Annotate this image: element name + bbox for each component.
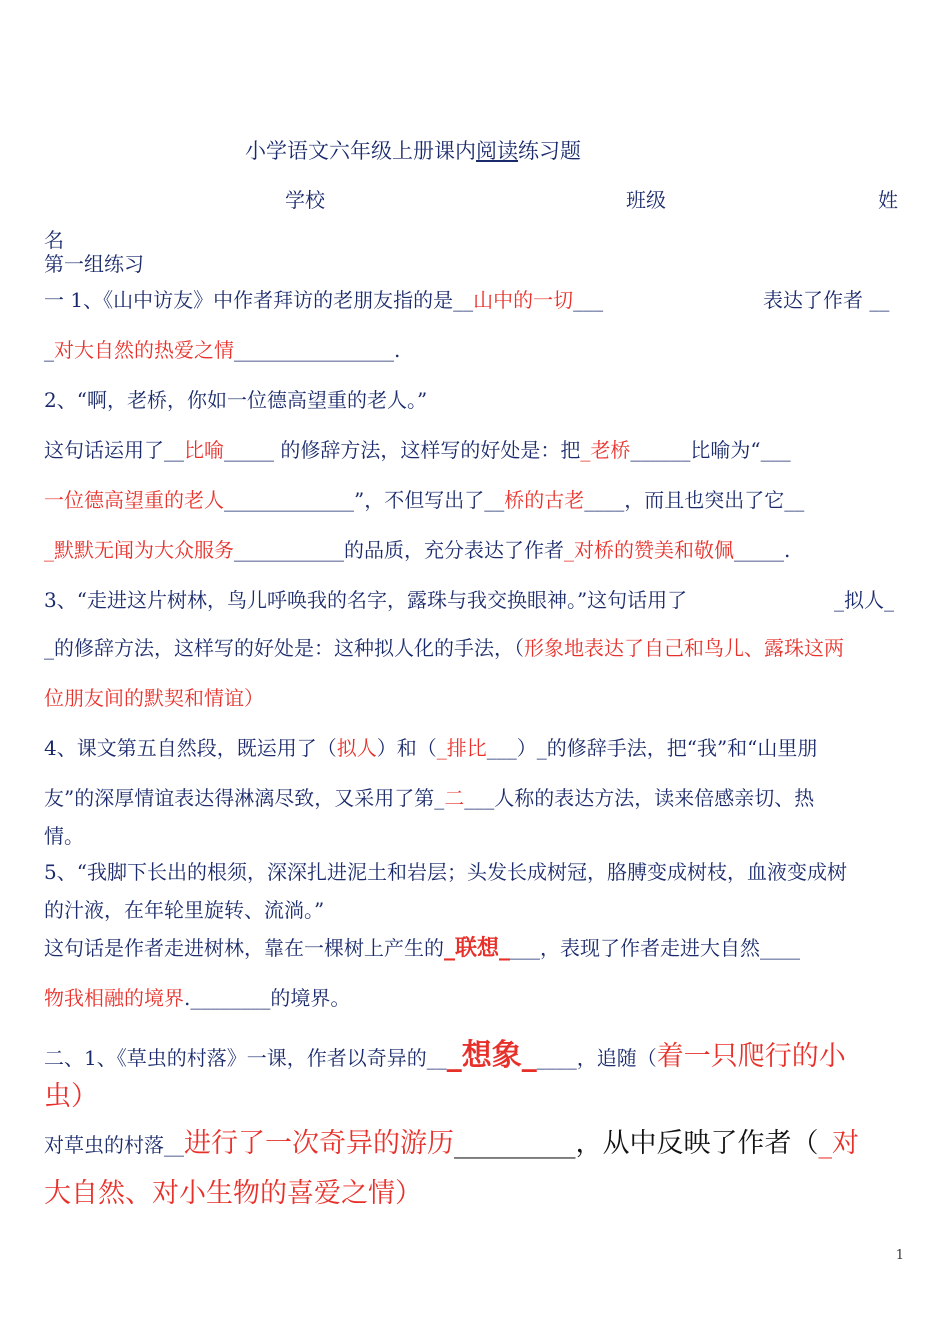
q3-line2: _的修辞方法，这样写的好处是：这种拟人化的手法，（形象地表达了自己和鸟儿、露珠这两 bbox=[44, 636, 844, 660]
q6-line2: 虫） bbox=[44, 1081, 98, 1112]
q1-line2: _对大自然的热爱之情________________. bbox=[44, 338, 401, 362]
q3-line1: 3、“走进这片树林，鸟儿呼唤我的名字，露珠与我交换眼神。”这句话用了 bbox=[44, 588, 688, 612]
q3-line3: 位朋友间的默契和情谊） bbox=[44, 686, 264, 710]
school-label: 学校 bbox=[285, 188, 325, 212]
q1-line1-right: 表达了作者 __ bbox=[763, 288, 890, 312]
name-label-part2: 名 bbox=[44, 228, 64, 252]
q5-line1: 5、“我脚下长出的根须，深深扎进泥土和岩层；头发长成树冠，胳膊变成树枝，血液变成树 bbox=[44, 860, 847, 884]
q6-line1: 二、1、《草虫的村落》一课，作者以奇异的___想象_____，追随（着一只爬行的小 bbox=[44, 1038, 846, 1073]
q2-line4: _默默无闻为大众服务___________的品质，充分表达了作者_对桥的赞美和敬佩_____. bbox=[44, 538, 791, 562]
group-heading: 第一组练习 bbox=[44, 252, 144, 276]
q3-answer: _拟人_ bbox=[834, 588, 894, 612]
page-title: 小学语文六年级上册课内阅读练习题 bbox=[245, 139, 581, 163]
q5-line2: 的汁液，在年轮里旋转、流淌。” bbox=[44, 898, 325, 922]
class-label: 班级 bbox=[626, 188, 666, 212]
q4-line2: 友”的深厚情谊表达得淋漓尽致，又采用了第_二___人称的表达方法，读来倍感亲切、热 bbox=[44, 786, 815, 810]
q2-line3: 一位德高望重的老人_____________”，不但写出了__桥的古老____，而且也突出了它__ bbox=[44, 488, 805, 512]
q4-line1: 4、课文第五自然段，既运用了（拟人）和（_排比___）_的修辞手法，把“我”和“山里朋 bbox=[44, 736, 818, 760]
page-number: 1 bbox=[895, 1248, 904, 1263]
q5-line4: 物我相融的境界.________的境界。 bbox=[44, 986, 351, 1010]
q1-line1: 一 1、《山中访友》中作者拜访的老朋友指的是__山中的一切___ bbox=[44, 288, 604, 312]
name-label-part1: 姓 bbox=[878, 188, 898, 212]
q6-line3: 对草虫的村落__进行了一次奇异的游历_________，从中反映了作者（_对 bbox=[44, 1128, 859, 1159]
q4-line3: 情。 bbox=[44, 824, 84, 848]
q5-line3: 这句话是作者走进树林，靠在一棵树上产生的_联想____，表现了作者走进大自然____ bbox=[44, 935, 801, 961]
q2-quote: 2、“啊，老桥，你如一位德高望重的老人。” bbox=[44, 388, 428, 412]
q2-line2: 这句话运用了__比喻_____ 的修辞方法，这样写的好处是：把_老桥______比喻为“___ bbox=[44, 438, 791, 462]
q6-line4: 大自然、对小生物的喜爱之情） bbox=[44, 1178, 422, 1209]
